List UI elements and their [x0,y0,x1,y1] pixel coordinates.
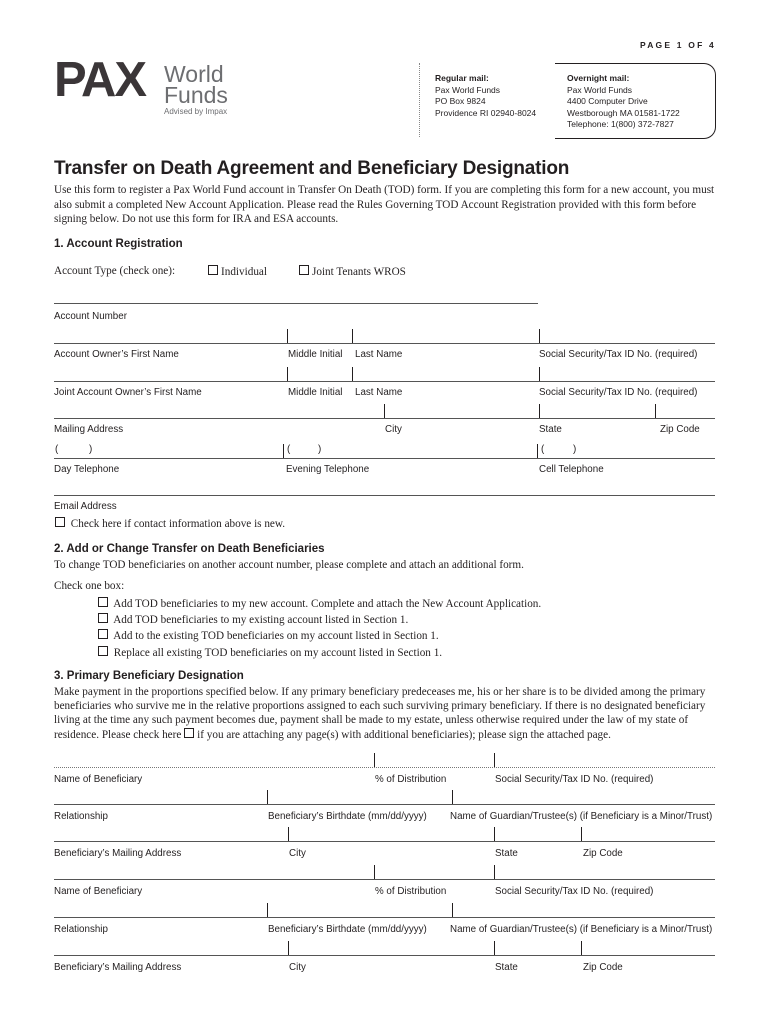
beneficiary2-city-label: City [289,962,306,973]
beneficiary1-state-label: State [495,848,518,859]
beneficiary2-zip-label: Zip Code [583,962,623,973]
beneficiary1-guardian-label: Name of Guardian/Trustee(s) (if Beneficiary is a Minor/Trust) [450,811,713,822]
additional-pages-checkbox[interactable] [184,728,194,738]
day-phone-close-paren: ) [89,444,93,455]
beneficiary2-guardian-label: Name of Guardian/Trustee(s) (if Beneficiary is a Minor/Trust) [450,924,713,935]
joint-owner-name-line[interactable] [54,381,715,382]
form-title: Transfer on Death Agreement and Beneficiary Designation [54,158,570,179]
owner-last-name-label: Last Name [355,349,403,360]
account-type-label: Account Type (check one): [54,265,176,277]
city-label: City [385,424,402,435]
s2-option-2-checkbox[interactable] [98,613,108,623]
logo-world: World [164,61,224,87]
beneficiary1-zip-label: Zip Code [583,848,623,859]
cell-phone-close-paren: ) [573,444,577,455]
s2-option-4-checkbox[interactable] [98,646,108,656]
s2-option-3[interactable]: Add to the existing TOD beneficiaries on my account listed in Section 1. [98,629,439,642]
beneficiary1-mailing-label: Beneficiary’s Mailing Address [54,848,182,859]
email-line[interactable] [54,495,715,496]
joint-ssn-label: Social Security/Tax ID No. (required) [539,387,698,398]
beneficiary1-relationship-label: Relationship [54,811,108,822]
individual-option[interactable]: Individual [208,265,267,278]
joint-tenants-checkbox[interactable] [299,265,309,275]
account-number-label: Account Number [54,311,127,322]
beneficiary1-address-line[interactable] [54,841,715,842]
owner-first-name-label: Account Owner’s First Name [54,349,179,360]
beneficiary2-ssn-label: Social Security/Tax ID No. (required) [495,886,654,897]
beneficiary1-pct-label: % of Distribution [375,774,447,785]
mailing-address-label: Mailing Address [54,424,124,435]
check-one-label: Check one box: [54,580,125,592]
mailing-address-line[interactable] [54,418,715,419]
intro-paragraph: Use this form to register a Pax World Fund account in Transfer On Death (TOD) form. If you are completing this form for a new account, you must also submit a completed New Account Application. Please read the Rules Governing TOD Account Registration provided with this form before signing below. Do not use this form for IRA and ESA accounts. [54,184,715,225]
individual-checkbox[interactable] [208,265,218,275]
pax-logo: PAX [54,53,146,107]
beneficiary2-state-label: State [495,962,518,973]
owner-name-line[interactable] [54,343,715,344]
beneficiary1-name-label: Name of Beneficiary [54,774,143,785]
section1-heading: 1. Account Registration [54,238,183,250]
joint-middle-initial-label: Middle Initial [288,387,343,398]
state-label: State [539,424,562,435]
joint-last-name-label: Last Name [355,387,403,398]
beneficiary2-relationship-line[interactable] [54,917,715,918]
logo-tagline: Advised by Impax [164,107,228,116]
zip-label: Zip Code [660,424,700,435]
beneficiary2-relationship-label: Relationship [54,924,108,935]
beneficiary1-city-label: City [289,848,306,859]
cell-phone-label: Cell Telephone [539,464,604,475]
s2-option-1[interactable]: Add TOD beneficiaries to my new account. Complete and attach the New Account Application. [98,597,541,610]
regular-mail-block: Regular mail: Pax World Funds PO Box 9824 Providence RI 02940-8024 [435,73,537,118]
evening-phone-label: Evening Telephone [286,464,370,475]
beneficiary2-name-line[interactable] [54,879,715,880]
s2-option-3-checkbox[interactable] [98,629,108,639]
joint-tenants-option[interactable]: Joint Tenants WROS [299,265,406,278]
s2-option-2[interactable]: Add TOD beneficiaries to my existing account listed in Section 1. [98,613,408,626]
beneficiary2-address-line[interactable] [54,955,715,956]
evening-phone-close-paren: ) [318,444,322,455]
joint-first-name-label: Joint Account Owner’s First Name [54,387,202,398]
section3-heading: 3. Primary Beneficiary Designation [54,670,244,682]
s2-option-1-checkbox[interactable] [98,597,108,607]
telephone-line[interactable] [54,458,715,459]
page-number: PAGE 1 OF 4 [639,40,716,50]
section3-paragraph: Make payment in the proportions specified below. If any primary beneficiary predeceases me, his or her share is to be divided among the primary beneficiaries who survive me in the relative proportions assigned to each such surviving primary beneficiary. If there is no designated beneficiary living at the time any such payment becomes due, payment shall be made to my estate, unless otherwise required under the law of my state of residence. Please check here if you are attaching any page(s) with additional beneficiaries); please sign the attached page. [54,686,706,741]
logo-funds: Funds [164,82,228,108]
s2-option-4[interactable]: Replace all existing TOD beneficiaries on my account listed in Section 1. [98,646,442,659]
section2-heading: 2. Add or Change Transfer on Death Beneficiaries [54,543,325,555]
account-number-line[interactable] [54,303,538,304]
section2-subtext: To change TOD beneficiaries on another account number, please complete and attach an additional form. [54,559,524,571]
beneficiary2-birthdate-label: Beneficiary’s Birthdate (mm/dd/yyyy) [268,924,427,935]
contact-new-option[interactable]: Check here if contact information above is new. [55,517,285,530]
contact-new-checkbox[interactable] [55,517,65,527]
beneficiary1-ssn-label: Social Security/Tax ID No. (required) [495,774,654,785]
beneficiary1-name-line[interactable] [54,767,715,768]
email-label: Email Address [54,501,117,512]
day-phone-label: Day Telephone [54,464,120,475]
beneficiary2-name-label: Name of Beneficiary [54,886,143,897]
evening-phone-open-paren: ( [287,444,291,455]
beneficiary1-birthdate-label: Beneficiary’s Birthdate (mm/dd/yyyy) [268,811,427,822]
beneficiary2-pct-label: % of Distribution [375,886,447,897]
owner-ssn-label: Social Security/Tax ID No. (required) [539,349,698,360]
cell-phone-open-paren: ( [541,444,545,455]
day-phone-open-paren: ( [55,444,59,455]
overnight-mail-block: Overnight mail: Pax World Funds 4400 Computer Drive Westborough MA 01581-1722 Telephone: 1(800) 372-7827 [567,73,680,130]
beneficiary2-mailing-label: Beneficiary’s Mailing Address [54,962,182,973]
owner-middle-initial-label: Middle Initial [288,349,343,360]
beneficiary1-relationship-line[interactable] [54,804,715,805]
